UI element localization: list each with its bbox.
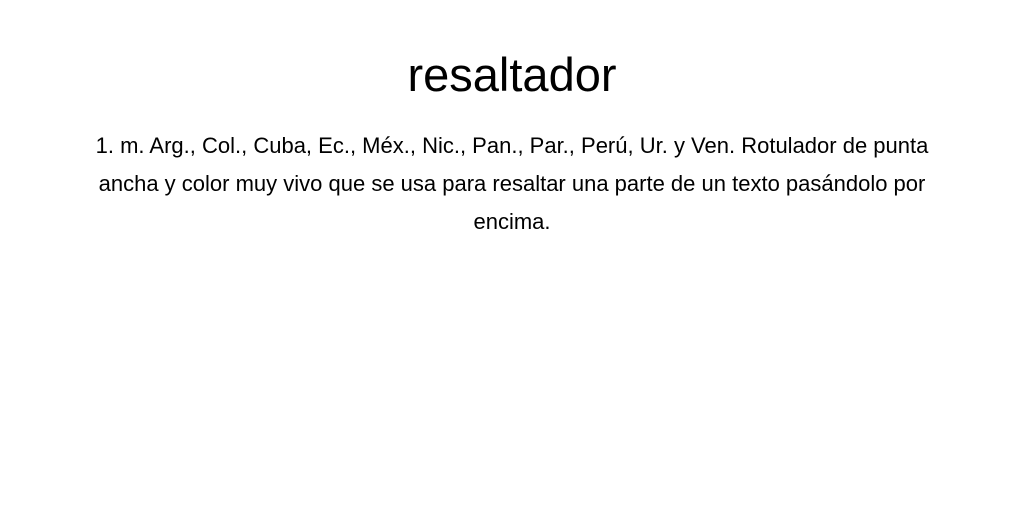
definition-text: 1. m. Arg., Col., Cuba, Ec., Méx., Nic., Pan., Par., Perú, Ur. y Ven. Rotulador de punta ancha y color muy vivo que se usa para resaltar una parte de un texto pasándolo por encima. [95,133,929,234]
headword: resaltador [407,48,617,101]
